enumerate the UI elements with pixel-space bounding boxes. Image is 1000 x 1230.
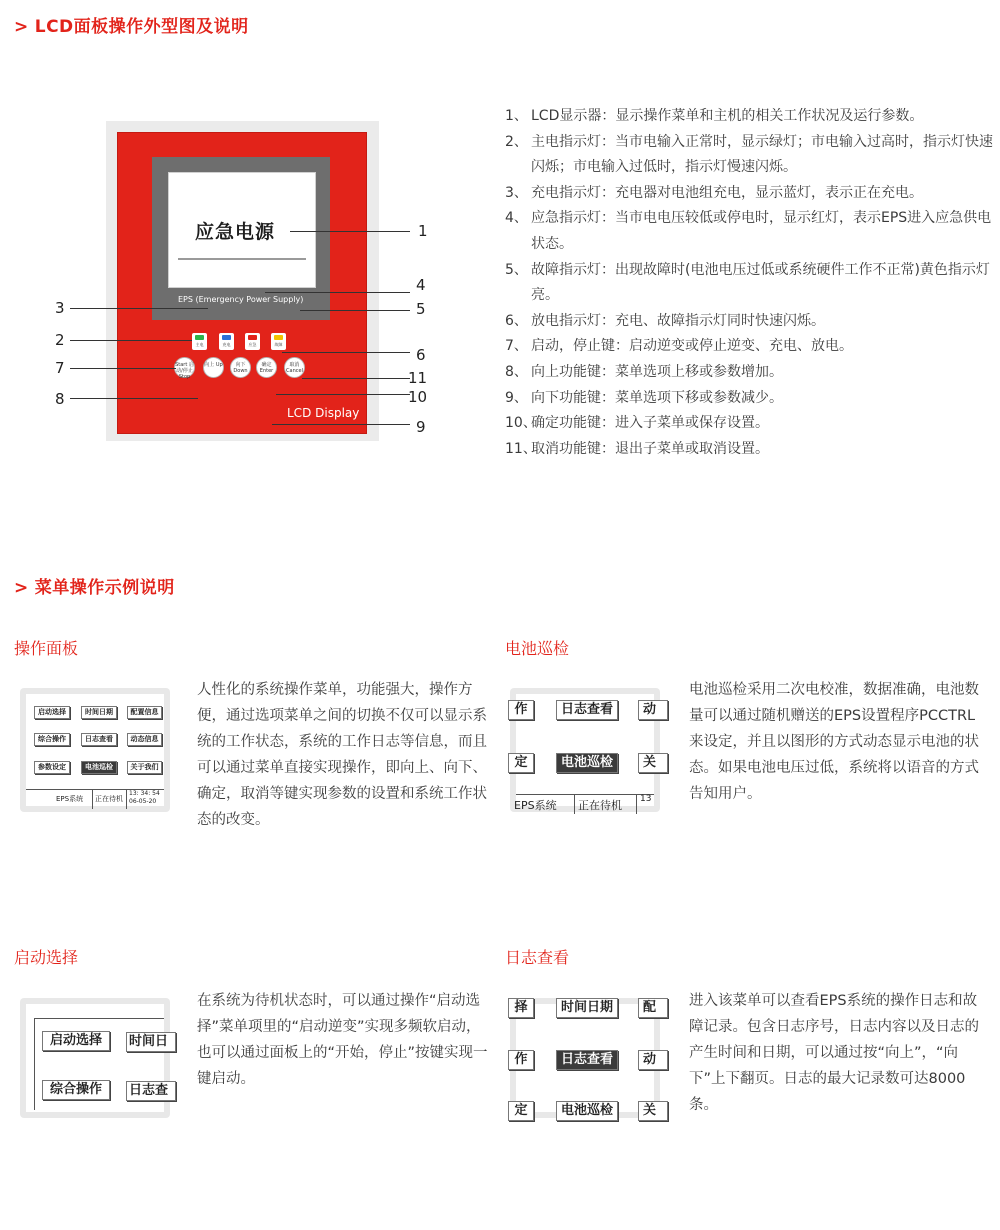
led-charge [219, 333, 234, 350]
menu-chip: 启动选择 [34, 706, 70, 719]
led-fault [271, 333, 286, 350]
menu-chip: 作 [508, 1050, 534, 1070]
menu-chip-selected: 日志查看 [556, 1050, 618, 1070]
menu-chip: 作 [508, 700, 534, 720]
menu-chip: 时间日期 [81, 706, 117, 719]
menu-chip: 关于我们 [127, 761, 162, 774]
led-indicator [274, 335, 283, 340]
callout-line [70, 308, 208, 309]
callout-line [302, 378, 410, 379]
led-label: 故障 [274, 342, 283, 347]
led-label: 主电 [195, 342, 204, 347]
list-item: 9、 向下功能键：菜单选项下移或参数减少。 [505, 389, 783, 406]
example-title-battery: 电池巡检 [505, 639, 570, 658]
list-item: 2、 主电指示灯：当市电输入正常时，显示绿灯；市电输入过高时，指示灯快速闪烁；市电输入过低时，指示灯慢速闪烁。 [505, 133, 993, 176]
chevron-right-icon: > [14, 17, 29, 37]
down-button: 向下 Down [230, 357, 251, 378]
menu-chip: 电池巡检 [556, 1101, 618, 1121]
menu-chip: 综合操作 [34, 733, 70, 746]
status-state: 正在待机 [578, 799, 622, 812]
list-item: 7、 启动，停止键：启动逆变或停止逆变、充电、放电。 [505, 338, 853, 355]
list-item: 4、 应急指示灯：当市电电压较低或停电时，显示红灯，表示EPS进入应急供电状态。 [505, 210, 992, 252]
list-item: 8、 向上功能键：菜单选项上移或参数增加。 [505, 363, 783, 380]
screen-divider [178, 258, 306, 260]
menu-chip-selected: 电池巡检 [81, 761, 117, 774]
menu-chip: 关 [638, 753, 668, 773]
menu-screenshot-startup [20, 998, 170, 1118]
status-time: 13 [640, 794, 652, 804]
callout-line [300, 310, 410, 311]
callout-number: 7 [55, 359, 65, 377]
menu-chip: 日志查看 [556, 700, 618, 720]
callout-number: 11 [408, 369, 428, 387]
led-mains [192, 333, 207, 350]
indicator-description-list [505, 104, 1000, 462]
callout-number: 2 [55, 331, 65, 349]
callout-line [272, 424, 410, 425]
section-title: LCD面板操作外型图及说明 [34, 17, 249, 37]
callout-line [276, 394, 410, 395]
start-stop-button: Start 启动/停止 Stop [174, 357, 195, 378]
menu-chip: 动态信息 [127, 733, 162, 746]
section-heading-lcd [14, 12, 249, 37]
menu-chip-selected: 电池巡检 [556, 753, 618, 773]
list-item: 10、 确定功能键：进入子菜单或保存设置。 [505, 415, 769, 432]
callout-line [70, 368, 176, 369]
example-title-startup: 启动选择 [14, 948, 79, 967]
example-text-panel-ops: 人性化的系统操作菜单，功能强大，操作方便，通过选项菜单之间的切换不仅可以显示系统的工作状态，系统的工作日志等信息，而且可以通过菜单直接实现操作，即向上、向下、确定，取消等键实现参数的设置和系统工作状态的改变。 [197, 682, 487, 828]
eps-label: EPS (Emergency Power Supply) [178, 295, 304, 304]
status-system: EPS系统 [514, 799, 557, 812]
menu-chip: 配 [638, 998, 668, 1018]
callout-line [290, 231, 410, 232]
chevron-right-icon: > [14, 578, 29, 598]
screen-title: 应急电源 [195, 221, 276, 243]
led-emergency [245, 333, 260, 350]
example-text-startup: 在系统为待机状态时，可以通过操作“启动选择”菜单项里的“启动逆变”实现多频软启动，也可以通过面板上的“开始，停止”按键实现一键启动。 [197, 993, 488, 1087]
menu-chip: 启动选择 [42, 1031, 110, 1051]
led-indicator [195, 335, 204, 340]
led-indicator [222, 335, 231, 340]
menu-screenshot-log [510, 998, 660, 1118]
menu-screenshot-battery [510, 688, 660, 812]
example-title-panel-ops: 操作面板 [14, 639, 79, 658]
enter-button: 确定 Enter [256, 357, 277, 378]
callout-number: 8 [55, 390, 65, 408]
callout-number: 4 [416, 276, 426, 294]
menu-chip: 定 [508, 1101, 534, 1121]
menu-chip: 时间日 [126, 1032, 176, 1052]
callout-number: 10 [408, 388, 428, 406]
led-label: 充电 [222, 342, 231, 347]
menu-screenshot-panel-ops [20, 688, 170, 812]
example-text-battery: 电池巡检采用二次电校准，数据准确，电池数量可以通过随机赠送的EPS设置程序PCCTRL来设定，并且以图形的方式动态显示电池的状态。如果电池电压过低，系统将以语音的方式告知用户。 [689, 682, 979, 802]
status-system: EPS系统 [56, 795, 84, 803]
callout-line [70, 340, 192, 341]
menu-chip: 日志查看 [81, 733, 117, 746]
callout-number: 9 [416, 418, 426, 436]
menu-chip: 动 [638, 1050, 668, 1070]
menu-chip: 参数设定 [34, 761, 70, 774]
status-date: 06-05-20 [129, 798, 157, 805]
led-label: 应急 [248, 342, 257, 347]
callout-line [265, 292, 410, 293]
list-item: 11、 取消功能键：退出子菜单或取消设置。 [505, 440, 769, 457]
example-title-log: 日志查看 [505, 948, 570, 967]
list-item: 6、 放电指示灯：充电、故障指示灯同时快速闪烁。 [505, 312, 825, 329]
menu-chip: 定 [508, 753, 534, 773]
callout-number: 1 [418, 222, 428, 240]
menu-chip: 配置信息 [127, 706, 162, 719]
status-state: 正在待机 [95, 795, 123, 803]
section-title: 菜单操作示例说明 [34, 578, 175, 598]
callout-number: 5 [416, 300, 426, 318]
menu-chip: 动 [638, 700, 668, 720]
status-time: 13: 34: 54 [129, 790, 160, 797]
menu-chip: 关 [638, 1101, 668, 1121]
menu-chip: 时间日期 [556, 998, 618, 1018]
list-item: 1、 LCD显示器：显示操作菜单和主机的相关工作状况及运行参数。 [505, 108, 924, 124]
led-indicator [248, 335, 257, 340]
callout-number: 6 [416, 346, 426, 364]
cancel-button: 取消 Cancel [284, 357, 305, 378]
list-item: 5、 故障指示灯：出现故障时(电池电压过低或系统硬件工作不正常)黄色指示灯亮。 [505, 261, 990, 304]
section-heading-menu [14, 573, 175, 598]
callout-line [70, 398, 198, 399]
menu-chip: 日志查 [126, 1081, 176, 1101]
up-button: 向上 Up [203, 357, 224, 378]
callout-number: 3 [55, 299, 65, 317]
menu-chip: 择 [508, 998, 534, 1018]
menu-chip: 综合操作 [42, 1080, 110, 1100]
list-item: 3、 充电指示灯：充电器对电池组充电，显示蓝灯，表示正在充电。 [505, 184, 923, 201]
lcd-display-label: LCD Display [287, 406, 360, 420]
example-text-log: 进入该菜单可以查看EPS系统的操作日志和故障记录。包含日志序号，日志内容以及日志的产生时间和日期，可以通过按“向上”，“向下”上下翻页。日志的最大记录数可达8000条。 [689, 993, 979, 1113]
callout-line [282, 352, 410, 353]
